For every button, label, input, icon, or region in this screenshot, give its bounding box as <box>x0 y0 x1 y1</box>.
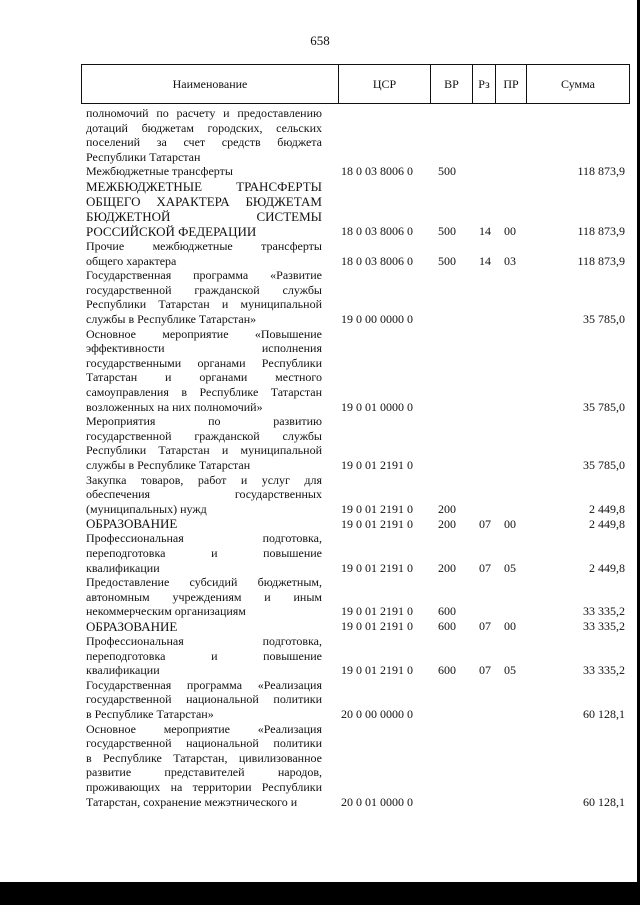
header-name: Наименование <box>172 76 248 91</box>
row-name-line: переподготовка и повышение <box>86 648 322 663</box>
table-row <box>0 634 640 678</box>
row-name-line: ОБЩЕГО ХАРАКТЕРА БЮДЖЕТАМ <box>86 193 322 209</box>
row-sum: 33 335,2 <box>583 663 625 678</box>
row-rz: 14 <box>479 224 491 239</box>
row-csr: 19 0 00 0000 0 <box>341 311 413 326</box>
row-csr: 20 0 01 0000 0 <box>341 794 413 809</box>
row-name <box>86 722 322 810</box>
row-name-line: Республики Татарстан и муниципальной <box>86 297 322 312</box>
row-sum: 2 449,8 <box>589 560 625 575</box>
row-name-line: Республики Татарстан и муниципальной <box>86 443 322 458</box>
row-vr: 500 <box>438 253 456 268</box>
row-name-line: государственной гражданской службы <box>86 428 322 443</box>
row-name <box>86 634 322 678</box>
row-name-line: проживающих на территории Республики <box>86 779 322 794</box>
row-name-line: ОБРАЗОВАНИЕ <box>86 618 178 634</box>
table-header <box>81 64 630 104</box>
row-name-line: Профессиональная подготовка, <box>86 531 322 546</box>
row-name-line: государственными органами Республики <box>86 355 322 370</box>
header-sum: Сумма <box>561 76 595 91</box>
row-vr: 600 <box>438 619 456 634</box>
row-name-line: государственной национальной политики <box>86 692 322 707</box>
row-name-line: дотаций бюджетам городских, сельских <box>86 120 322 135</box>
row-csr: 20 0 00 0000 0 <box>341 706 413 721</box>
row-name <box>86 179 322 239</box>
row-sum: 118 873,9 <box>577 164 625 179</box>
row-sum: 118 873,9 <box>577 253 625 268</box>
row-name <box>86 268 322 326</box>
header-vr: ВР <box>444 76 459 91</box>
row-name <box>86 473 322 517</box>
row-rz: 07 <box>479 663 491 678</box>
row-name-line: развитие представителей народов, <box>86 765 322 780</box>
row-name-line: Закупка товаров, работ и услуг для <box>86 472 322 487</box>
table-row <box>0 179 640 239</box>
scan-bottom-border <box>0 882 640 905</box>
table-row <box>0 619 640 634</box>
row-pr: 05 <box>504 560 516 575</box>
row-name <box>86 164 322 179</box>
row-name-line: переподготовка и повышение <box>86 545 322 560</box>
row-name-line: Государственная программа «Реализация <box>86 677 322 692</box>
row-name-line: Основное мероприятие «Повышение <box>86 326 322 341</box>
row-name-line: государственной гражданской службы <box>86 282 322 297</box>
row-name-line: общего характера <box>86 253 177 268</box>
page-number: 658 <box>310 33 330 48</box>
row-name-line: в Республике Татарстан, цивилизованное <box>86 750 322 765</box>
row-csr: 19 0 01 2191 0 <box>341 501 413 516</box>
row-sum: 35 785,0 <box>583 457 625 472</box>
row-vr: 200 <box>438 501 456 516</box>
row-name <box>86 575 322 619</box>
row-name-line: МЕЖБЮДЖЕТНЫЕ ТРАНСФЕРТЫ <box>86 178 322 194</box>
table-row <box>0 239 640 268</box>
row-name-line: Прочие межбюджетные трансферты <box>86 238 322 253</box>
row-vr: 200 <box>438 560 456 575</box>
row-csr: 19 0 01 2191 0 <box>341 663 413 678</box>
row-name-line: возложенных на них полномочий» <box>86 399 263 414</box>
row-name <box>86 239 322 268</box>
row-sum: 60 128,1 <box>583 706 625 721</box>
row-sum: 35 785,0 <box>583 311 625 326</box>
row-csr: 19 0 01 0000 0 <box>341 399 413 414</box>
row-name <box>86 531 322 575</box>
row-name-line: квалификации <box>86 663 160 678</box>
row-name-line: некоммерческим организациям <box>86 604 246 619</box>
table-row <box>0 268 640 326</box>
table-row <box>0 414 640 472</box>
row-name-line: службы в Республике Татарстан» <box>86 311 257 326</box>
row-name-line: полномочий по расчету и предоставлению <box>86 106 322 120</box>
row-pr: 03 <box>504 253 516 268</box>
row-pr: 00 <box>504 516 516 531</box>
row-sum: 2 449,8 <box>589 501 625 516</box>
row-name <box>86 516 322 531</box>
table-row <box>0 575 640 619</box>
row-csr: 19 0 01 2191 0 <box>341 516 413 531</box>
table-row <box>0 327 640 415</box>
row-vr: 600 <box>438 663 456 678</box>
row-name <box>86 619 322 634</box>
row-name-line: Татарстан, сохранение межэтнического и <box>86 794 298 809</box>
row-name-line: Профессиональная подготовка, <box>86 633 322 648</box>
row-csr: 19 0 01 2191 0 <box>341 457 413 472</box>
table-row <box>0 473 640 517</box>
row-name-line: поселений за счет средств бюджета <box>86 135 322 150</box>
row-sum: 35 785,0 <box>583 399 625 414</box>
row-sum: 60 128,1 <box>583 794 625 809</box>
row-name-line: Межбюджетные трансферты <box>86 164 233 179</box>
row-csr: 18 0 03 8006 0 <box>341 253 413 268</box>
row-name-line: службы в Республике Татарстан <box>86 457 251 472</box>
row-name-line: самоуправления в Республике Татарстан <box>86 384 322 399</box>
header-csr: ЦСР <box>372 76 397 91</box>
table-row <box>0 678 640 722</box>
row-sum: 118 873,9 <box>577 224 625 239</box>
row-name-line: Предоставление субсидий бюджетным, <box>86 575 322 590</box>
row-name <box>86 106 322 164</box>
row-pr: 00 <box>504 619 516 634</box>
row-name <box>86 327 322 415</box>
row-name-line: Мероприятия по развитию <box>86 414 322 429</box>
row-name-line: ОБРАЗОВАНИЕ <box>86 516 178 532</box>
row-sum: 33 335,2 <box>583 604 625 619</box>
row-name-line: РОССИЙСКОЙ ФЕДЕРАЦИИ <box>86 223 257 239</box>
table-row <box>0 531 640 575</box>
row-vr: 500 <box>438 224 456 239</box>
row-csr: 18 0 03 8006 0 <box>341 224 413 239</box>
row-name-line: Татарстан и органами местного <box>86 370 322 385</box>
row-name-line: Республики Татарстан <box>86 149 201 164</box>
row-name <box>86 678 322 722</box>
table-row <box>0 516 640 531</box>
row-name-line: эффективности исполнения <box>86 341 322 356</box>
row-name-line: автономным учреждениям и иным <box>86 589 322 604</box>
row-name-line: государственной национальной политики <box>86 736 322 751</box>
row-csr: 19 0 01 2191 0 <box>341 619 413 634</box>
row-vr: 600 <box>438 604 456 619</box>
row-rz: 07 <box>479 560 491 575</box>
row-name-line: обеспечения государственных <box>86 487 322 502</box>
row-csr: 18 0 03 8006 0 <box>341 164 413 179</box>
row-name-line: Государственная программа «Развитие <box>86 268 322 283</box>
row-csr: 19 0 01 2191 0 <box>341 604 413 619</box>
row-vr: 200 <box>438 516 456 531</box>
row-name-line: БЮДЖЕТНОЙ СИСТЕМЫ <box>86 208 322 224</box>
row-name <box>86 414 322 472</box>
header-rz: Рз <box>478 76 490 91</box>
row-vr: 500 <box>438 164 456 179</box>
row-name-line: (муниципальных) нужд <box>86 501 207 516</box>
row-name-line: в Республике Татарстан» <box>86 706 214 721</box>
row-name-line: квалификации <box>86 560 160 575</box>
row-sum: 2 449,8 <box>589 516 625 531</box>
row-pr: 05 <box>504 663 516 678</box>
budget-table-body <box>0 106 640 809</box>
row-name-line: Основное мероприятие «Реализация <box>86 721 322 736</box>
row-sum: 33 335,2 <box>583 619 625 634</box>
row-rz: 14 <box>479 253 491 268</box>
table-row <box>0 722 640 810</box>
row-rz: 07 <box>479 516 491 531</box>
header-pr: ПР <box>503 76 519 91</box>
table-row <box>0 106 640 164</box>
row-pr: 00 <box>504 224 516 239</box>
table-row <box>0 164 640 179</box>
row-rz: 07 <box>479 619 491 634</box>
row-csr: 19 0 01 2191 0 <box>341 560 413 575</box>
